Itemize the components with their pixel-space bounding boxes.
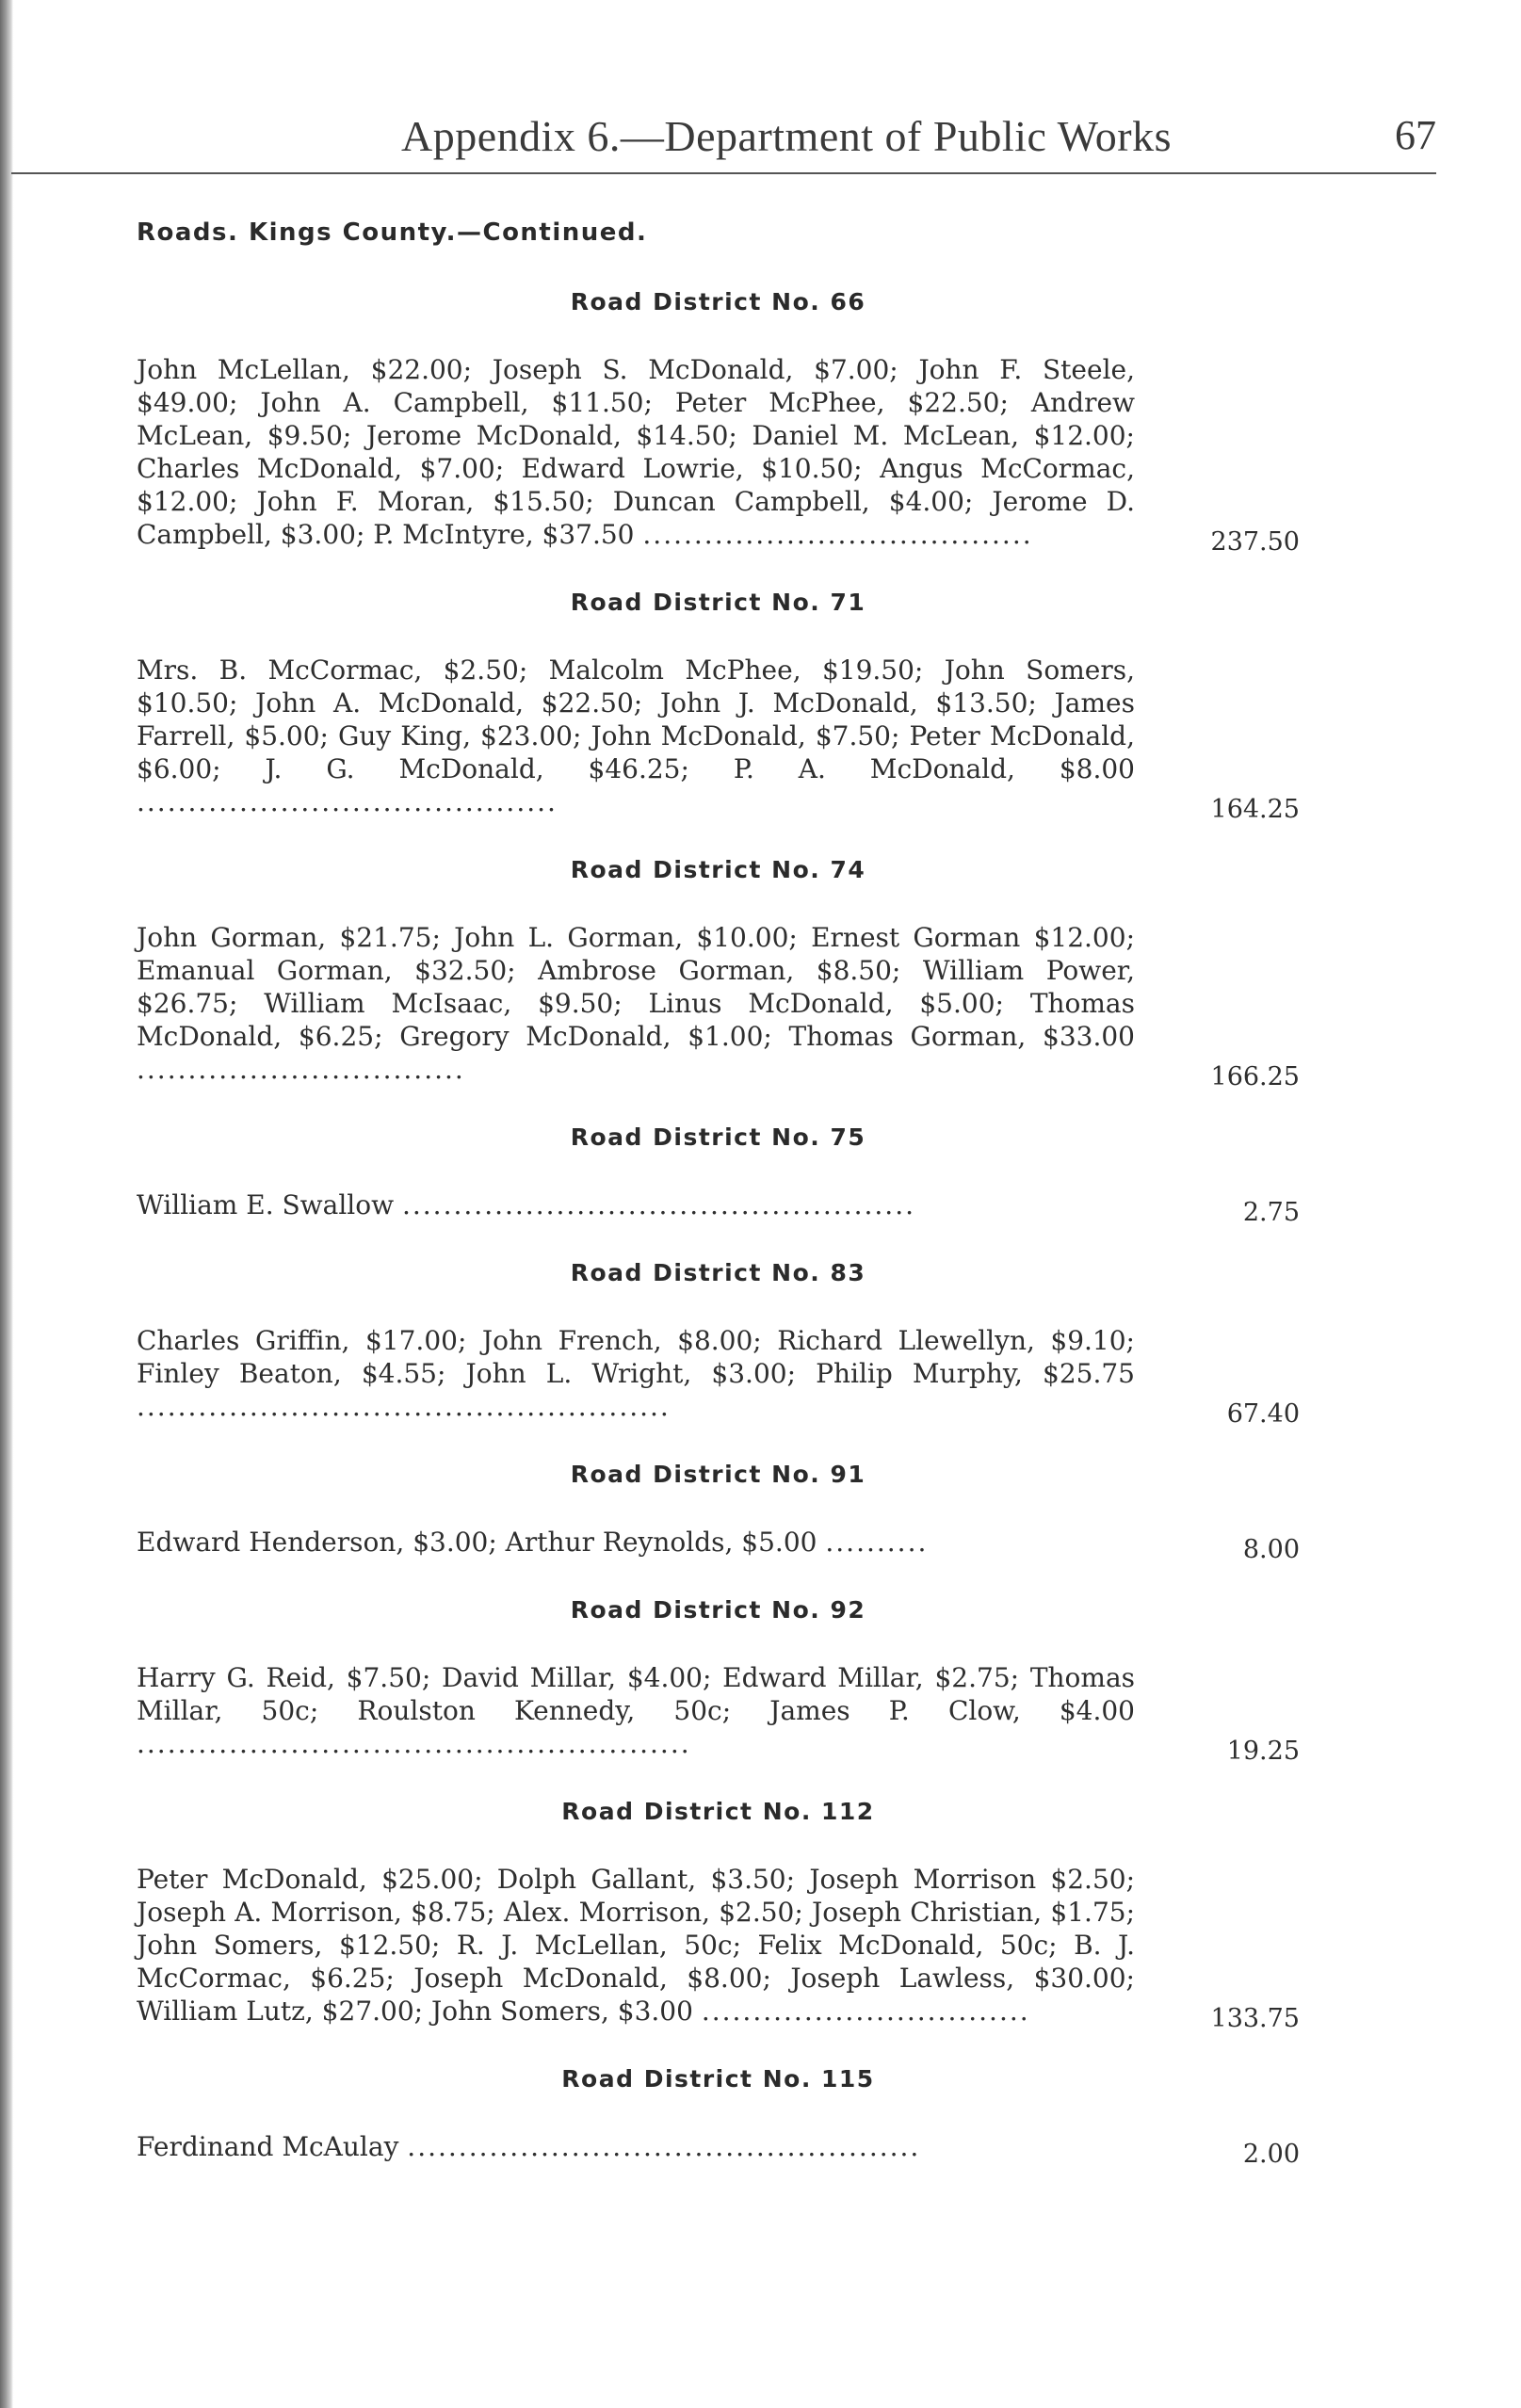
district-total: 166.25 (1210, 1062, 1300, 1091)
road-district-91 (137, 1461, 1300, 1564)
entry-text (137, 1324, 1135, 1423)
district-entry (137, 1661, 1300, 1766)
district-entry (137, 1188, 1300, 1227)
district-heading: Road District No. 91 (570, 1461, 866, 1488)
payee-list: John Gorman, $21.75; John L. Gorman, $10.00; Ernest Gorman $12.00; Emanual Gorman, $32.50; Ambrose Gorman, $8.50; William Power, $26.75; William McIsaac, $9.50; Linus McDonald, $5.00; Thomas McDonald, $6.25; Gregory McDonald, $1.00; Thomas Gorman, $33.00 (137, 922, 1135, 1052)
district-entry (137, 921, 1300, 1091)
running-head (137, 111, 1436, 168)
district-total: 2.75 (1242, 1198, 1300, 1227)
road-district-83 (137, 1259, 1300, 1429)
entry-text (137, 1863, 1135, 2028)
page-edge-shadow (0, 0, 13, 2408)
page-number: 67 (1395, 112, 1436, 158)
entry-text (137, 2130, 1135, 2163)
district-heading: Road District No. 92 (570, 1596, 866, 1624)
payee-list: Harry G. Reid, $7.50; David Millar, $4.00; Edward Millar, $2.75; Thomas Millar, 50c; Roulston Kennedy, 50c; James P. Clow, $4.00 (137, 1662, 1135, 1726)
dot-leaders: ................................ (701, 1996, 1030, 2027)
district-heading: Road District No. 115 (561, 2065, 875, 2093)
district-heading: Road District No. 66 (570, 288, 866, 315)
entry-text (137, 353, 1135, 551)
entry-text (137, 921, 1135, 1086)
road-district-66 (137, 288, 1300, 557)
payee-list: Edward Henderson, $3.00; Arthur Reynolds, $5.00 (137, 1527, 817, 1558)
dot-leaders: ...................................................... (137, 1728, 691, 1759)
district-entry (137, 353, 1300, 557)
dot-leaders: .................................................. (407, 2131, 921, 2162)
district-total: 237.50 (1210, 527, 1300, 557)
district-heading: Road District No. 74 (570, 856, 866, 883)
payee-list: Mrs. B. McCormac, $2.50; Malcolm McPhee, $19.50; John Somers, $10.50; John A. McDonald, $22.50; John J. McDonald, $13.50; James Farrell, $5.00; Guy King, $23.00; John McDonald, $7.50; Peter McDonald, $6.00; J. G. McDonald, $46.25; P. A. McDonald, $8.00 (137, 655, 1135, 784)
dot-leaders: .................................................... (137, 1391, 671, 1422)
road-district-74 (137, 856, 1300, 1091)
dot-leaders: ...................................... (642, 519, 1033, 550)
dot-leaders: ................................ (137, 1054, 465, 1085)
payee-list: Charles Griffin, $17.00; John French, $8.00; Richard Llewellyn, $9.10; Finley Beaton, $4.55; John L. Wright, $3.00; Philip Murphy, $25.75 (137, 1325, 1135, 1389)
road-district-92 (137, 1596, 1300, 1766)
dot-leaders: .................................................. (401, 1189, 916, 1220)
entry-text (137, 654, 1135, 818)
payee-list: Peter McDonald, $25.00; Dolph Gallant, $3.50; Joseph Morrison $2.50; Joseph A. Morrison, $8.75; Alex. Morrison, $2.50; Joseph Christian, $1.75; John Somers, $12.50; R. J. McLellan, 50c; Felix McDonald, 50c; B. J. McCormac, $6.25; Joseph McDonald, $8.00; Joseph Lawless, $30.00; William Lutz, $27.00; John Somers, $3.00 (137, 1864, 1135, 2027)
road-district-71 (137, 589, 1300, 824)
road-district-75 (137, 1123, 1300, 1227)
entry-text (137, 1188, 1135, 1221)
district-entry (137, 1526, 1300, 1564)
district-heading: Road District No. 71 (570, 589, 866, 616)
district-total: 164.25 (1210, 795, 1300, 824)
road-district-115 (137, 2065, 1300, 2169)
entry-text (137, 1661, 1135, 1760)
section-heading: Roads. Kings County.—Continued. (137, 218, 648, 247)
district-total: 133.75 (1210, 2004, 1300, 2033)
district-heading: Road District No. 75 (570, 1123, 866, 1151)
payee-list: William E. Swallow (137, 1189, 395, 1220)
road-district-112 (137, 1798, 1300, 2033)
district-total: 67.40 (1226, 1399, 1300, 1429)
payee-list: John McLellan, $22.00; Joseph S. McDonald, $7.00; John F. Steele, $49.00; John A. Campbell, $11.50; Peter McPhee, $22.50; Andrew McLean, $9.50; Jerome McDonald, $14.50; Daniel M. McLean, $12.00; Charles McDonald, $7.00; Edward Lowrie, $10.50; Angus McCormac, $12.00; John F. Moran, $15.50; Duncan Campbell, $4.00; Jerome D. Campbell, $3.00; P. McIntyre, $37.50 (137, 354, 1135, 550)
page-content (137, 218, 1300, 2201)
district-entry (137, 654, 1300, 824)
district-entry (137, 1324, 1300, 1429)
header-rule (11, 172, 1436, 174)
district-entry (137, 2130, 1300, 2169)
district-heading: Road District No. 112 (561, 1798, 875, 1825)
entry-text (137, 1526, 1135, 1559)
district-total: 8.00 (1242, 1535, 1300, 1564)
running-title: Appendix 6.—Department of Public Works (400, 112, 1173, 160)
district-entry (137, 1863, 1300, 2033)
district-total: 2.00 (1242, 2140, 1300, 2169)
district-total: 19.25 (1226, 1737, 1300, 1766)
payee-list: Ferdinand McAulay (137, 2131, 399, 2162)
dot-leaders: ......................................... (137, 786, 558, 817)
district-heading: Road District No. 83 (570, 1259, 866, 1286)
dot-leaders: .......... (825, 1527, 929, 1558)
